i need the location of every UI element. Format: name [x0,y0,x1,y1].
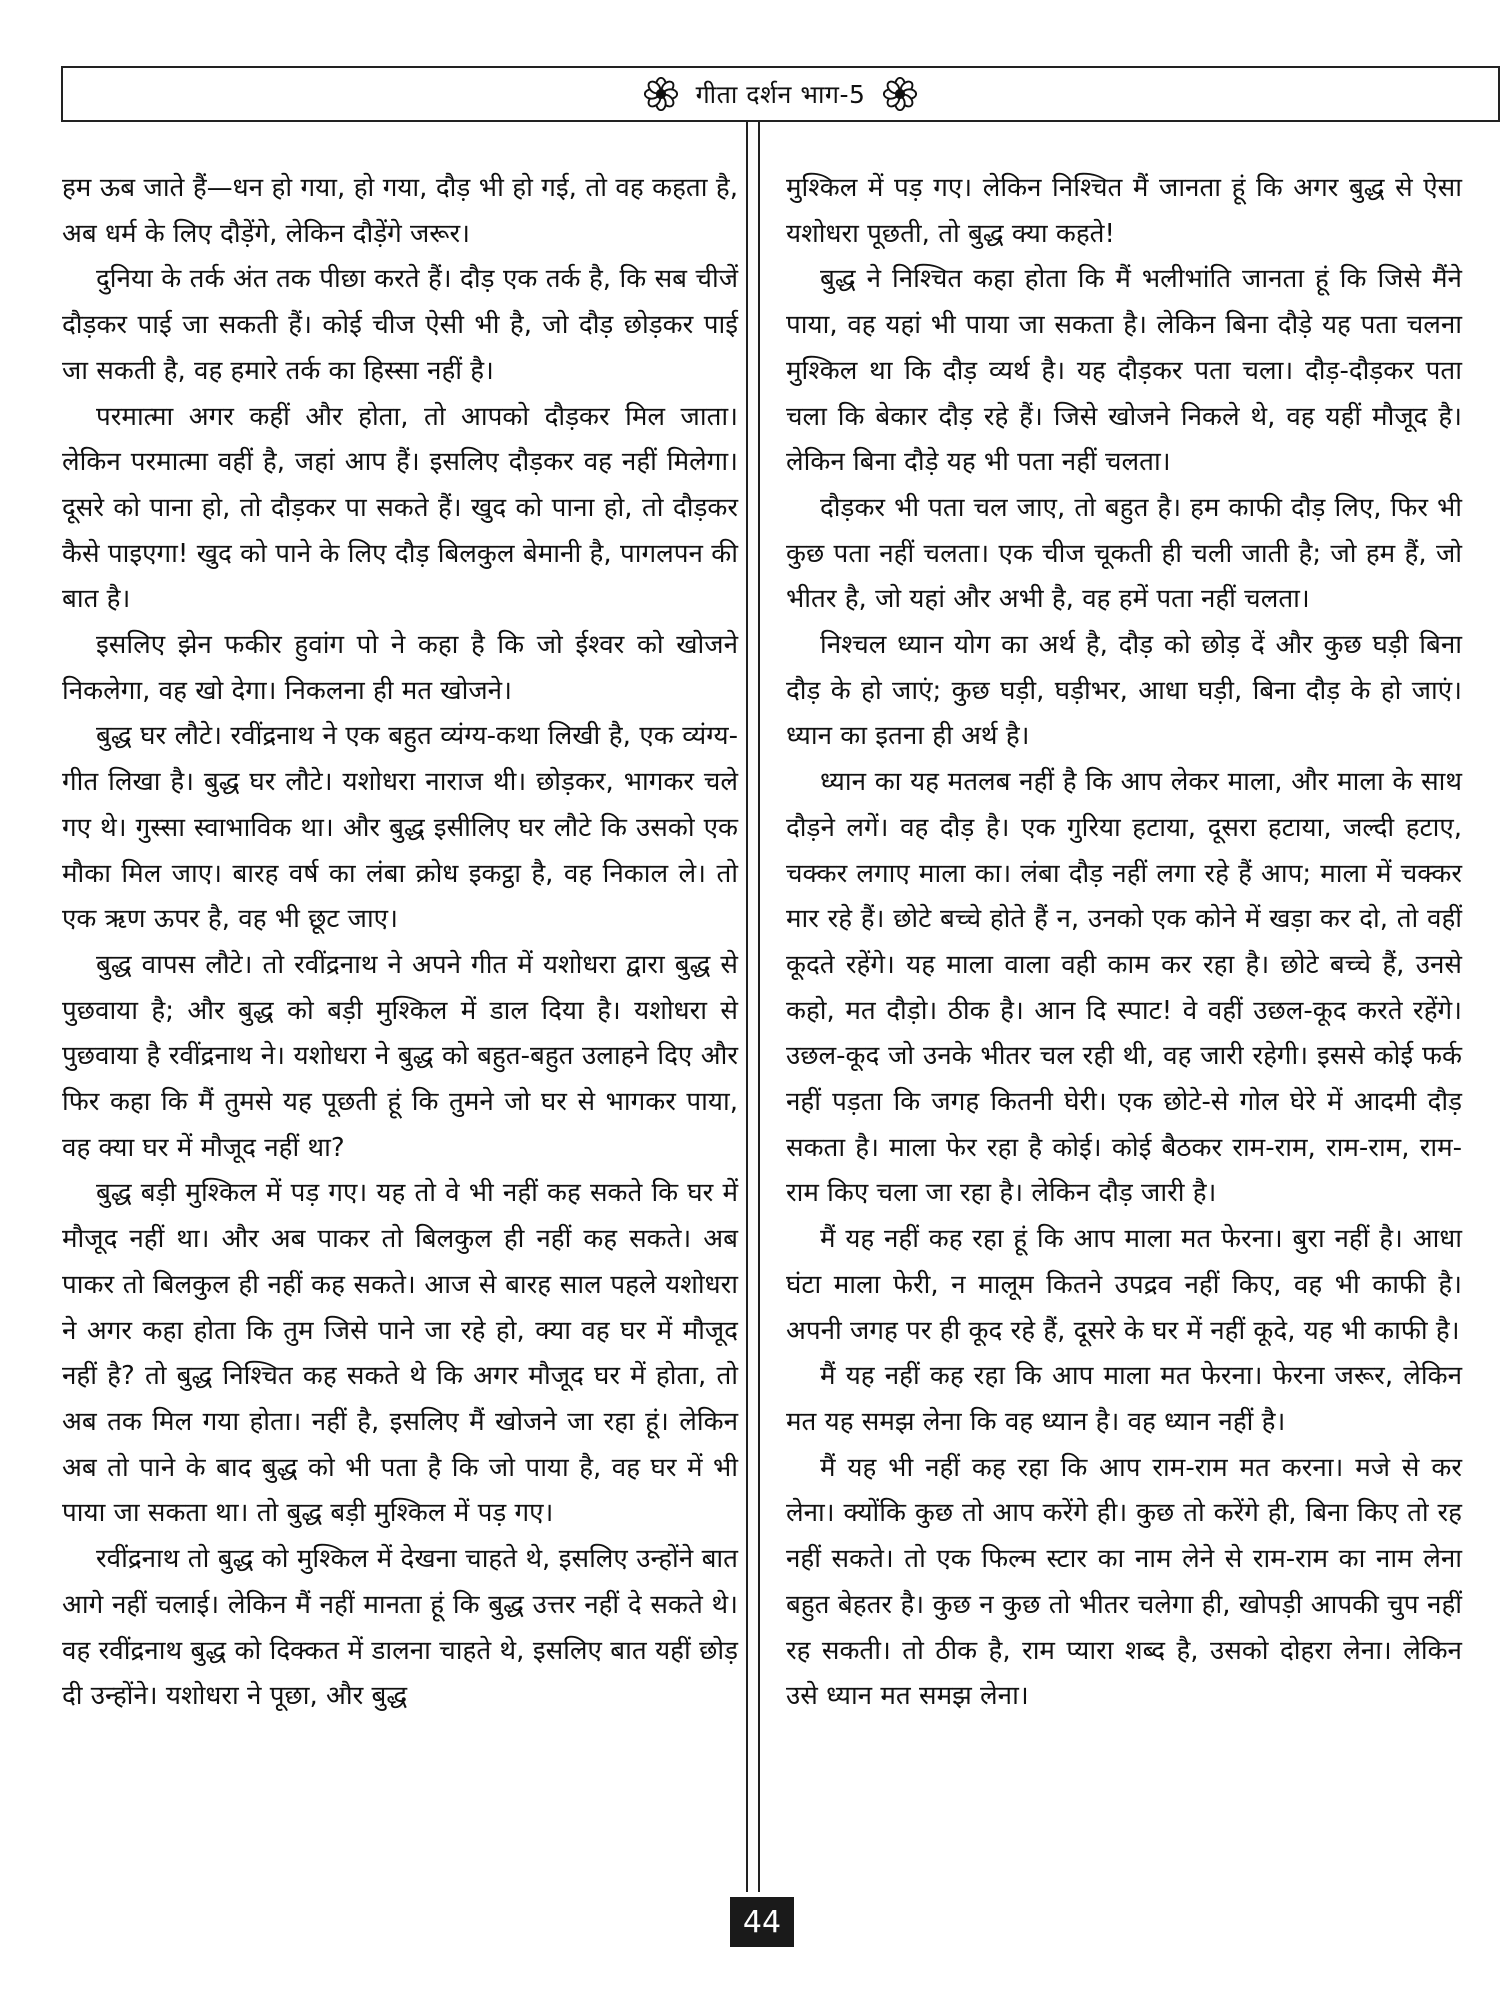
page-number: 44 [730,1897,794,1947]
left-column [62,166,738,1720]
flower-ornament-icon [644,77,678,111]
paragraph: निश्चल ध्यान योग का अर्थ है, दौड़ को छोड़ दें और कुछ घड़ी बिना दौड़ के हो जाएं; कुछ घड़ी, घड़ीभर, आधा घड़ी, बिना दौड़ के हो जाएं। ध्यान का इतना ही अर्थ है। [786,630,1462,752]
paragraph: मैं यह नहीं कह रहा हूं कि आप माला मत फेरना। बुरा नहीं है। आधा घंटा माला फेरी, न मालूम कितने उपद्रव नहीं किए, वह भी काफी है। अपनी जगह पर ही कूद रहे हैं, दूसरे के घर में नहीं कूदे, यह भी काफी है। [786,1224,1462,1346]
flower-ornament-icon [883,77,917,111]
paragraph: परमात्मा अगर कहीं और होता, तो आपको दौड़कर मिल जाता। लेकिन परमात्मा वहीं है, जहां आप हैं। इसलिए दौड़कर वह नहीं मिलेगा। दूसरे को पाना हो, तो दौड़कर पा सकते हैं। खुद को पाना हो, तो दौड़कर कैसे पाइएगा! खुद को पाने के लिए दौड़ बिलकुल बेमानी है, पागलपन की बात है। [62,401,738,615]
paragraph: बुद्ध वापस लौटे। तो रवींद्रनाथ ने अपने गीत में यशोधरा द्वारा बुद्ध से पुछवाया है; और बुद्ध को बड़ी मुश्किल में डाल दिया है। यशोधरा से पुछवाया है रवींद्रनाथ ने। यशोधरा ने बुद्ध को बहुत-बहुत उलाहने दिए और फिर कहा कि मैं तुमसे यह पूछती हूं कि तुमने जो घर से भागकर पाया, वह क्या घर में मौजूद नहीं था? [62,949,738,1163]
paragraph: रवींद्रनाथ तो बुद्ध को मुश्किल में देखना चाहते थे, इसलिए उन्होंने बात आगे नहीं चलाई। लेकिन मैं नहीं मानता हूं कि बुद्ध उत्तर नहीं दे सकते थे। वह रवींद्रनाथ बुद्ध को दिक्कत में डालना चाहते थे, इसलिए बात यहीं छोड़ दी उन्होंने। यशोधरा ने पूछा, और बुद्ध [62,1544,738,1712]
running-header [61,66,1500,122]
paragraph: मुश्किल में पड़ गए। लेकिन निश्चित मैं जानता हूं कि अगर बुद्ध से ऐसा यशोधरा पूछती, तो बुद्ध क्या कहते! [786,173,1462,249]
paragraph: मैं यह भी नहीं कह रहा कि आप राम-राम मत करना। मजे से कर लेना। क्योंकि कुछ तो आप करेंगे ही। कुछ तो करेंगे ही, बिना किए तो रह नहीं सकते। तो एक फिल्म स्टार का नाम लेने से राम-राम का नाम लेना बहुत बेहतर है। कुछ न कुछ तो भीतर चलेगा ही, खोपड़ी आपकी चुप नहीं रह सकती। तो ठीक है, राम प्यारा शब्द है, उसको दोहरा लेना। लेकिन उसे ध्यान मत समझ लेना। [786,1452,1462,1712]
paragraph: बुद्ध ने निश्चित कहा होता कि मैं भलीभांति जानता हूं कि जिसे मैंने पाया, वह यहां भी पाया जा सकता है। लेकिन बिना दौड़े यह पता चलना मुश्किल था कि दौड़ व्यर्थ है। यह दौड़कर पता चला। दौड़-दौड़कर पता चला कि बेकार दौड़ रहे हैं। जिसे खोजने निकले थे, वह यहीं मौजूद है। लेकिन बिना दौड़े यह भी पता नहीं चलता। [786,264,1462,478]
paragraph: हम ऊब जाते हैं—धन हो गया, हो गया, दौड़ भी हो गई, तो वह कहता है, अब धर्म के लिए दौड़ेंगे, लेकिन दौड़ेंगे जरूर। [62,173,738,249]
column-divider [746,122,760,1892]
book-title: गीता दर्शन भाग-5 [695,80,866,109]
paragraph: मैं यह नहीं कह रहा कि आप माला मत फेरना। फेरना जरूर, लेकिन मत यह समझ लेना कि वह ध्यान है। वह ध्यान नहीं है। [786,1361,1462,1437]
paragraph: ध्यान का यह मतलब नहीं है कि आप लेकर माला, और माला के साथ दौड़ने लगें। वह दौड़ है। एक गुरिया हटाया, दूसरा हटाया, जल्दी हटाए, चक्कर लगाए माला का। लंबा दौड़ नहीं लगा रहे हैं आप; माला में चक्कर मार रहे हैं। छोटे बच्चे होते हैं न, उनको एक कोने में खड़ा कर दो, तो वहीं कूदते रहेंगे। यह माला वाला वही काम कर रहा है। छोटे बच्चे हैं, उनसे कहो, मत दौड़ो। ठीक है। आन दि स्पाट! वे वहीं उछल-कूद करते रहेंगे। उछल-कूद जो उनके भीतर चल रही थी, वह जारी रहेगी। इससे कोई फर्क नहीं पड़ता कि जगह कितनी घेरी। एक छोटे-से गोल घेरे में आदमी दौड़ सकता है। माला फेर रहा है कोई। कोई बैठकर राम-राम, राम-राम, राम-राम किए चला जा रहा है। लेकिन दौड़ जारी है। [786,767,1462,1209]
right-column [786,166,1462,1720]
paragraph: बुद्ध घर लौटे। रवींद्रनाथ ने एक बहुत व्यंग्य-कथा लिखी है, एक व्यंग्य-गीत लिखा है। बुद्ध घर लौटे। यशोधरा नाराज थी। छोड़कर, भागकर चले गए थे। गुस्सा स्वाभाविक था। और बुद्ध इसीलिए घर लौटे कि उसको एक मौका मिल जाए। बारह वर्ष का लंबा क्रोध इकट्ठा है, वह निकाल ले। तो एक ऋण ऊपर है, वह भी छूट जाए। [62,721,738,935]
paragraph: इसलिए झेन फकीर हुवांग पो ने कहा है कि जो ईश्वर को खोजने निकलेगा, वह खो देगा। निकलना ही मत खोजने। [62,630,738,706]
paragraph: दुनिया के तर्क अंत तक पीछा करते हैं। दौड़ एक तर्क है, कि सब चीजें दौड़कर पाई जा सकती हैं। कोई चीज ऐसी भी है, जो दौड़ छोड़कर पाई जा सकती है, वह हमारे तर्क का हिस्सा नहीं है। [62,264,738,386]
paragraph: बुद्ध बड़ी मुश्किल में पड़ गए। यह तो वे भी नहीं कह सकते कि घर में मौजूद नहीं था। और अब पाकर तो बिलकुल ही नहीं कह सकते। अब पाकर तो बिलकुल ही नहीं कह सकते। आज से बारह साल पहले यशोधरा ने अगर कहा होता कि तुम जिसे पाने जा रहे हो, क्या वह घर में मौजूद नहीं है? तो बुद्ध निश्चित कह सकते थे कि अगर मौजूद घर में होता, तो अब तक मिल गया होता। नहीं है, इसलिए मैं खोजने जा रहा हूं। लेकिन अब तो पाने के बाद बुद्ध को भी पता है कि जो पाया है, वह घर में भी पाया जा सकता था। तो बुद्ध बड़ी मुश्किल में पड़ गए। [62,1178,738,1529]
running-header-content [644,77,918,111]
paragraph: दौड़कर भी पता चल जाए, तो बहुत है। हम काफी दौड़ लिए, फिर भी कुछ पता नहीं चलता। एक चीज चूकती ही चली जाती है; जो हम हैं, जो भीतर है, जो यहां और अभी है, वह हमें पता नहीं चलता। [786,492,1462,615]
